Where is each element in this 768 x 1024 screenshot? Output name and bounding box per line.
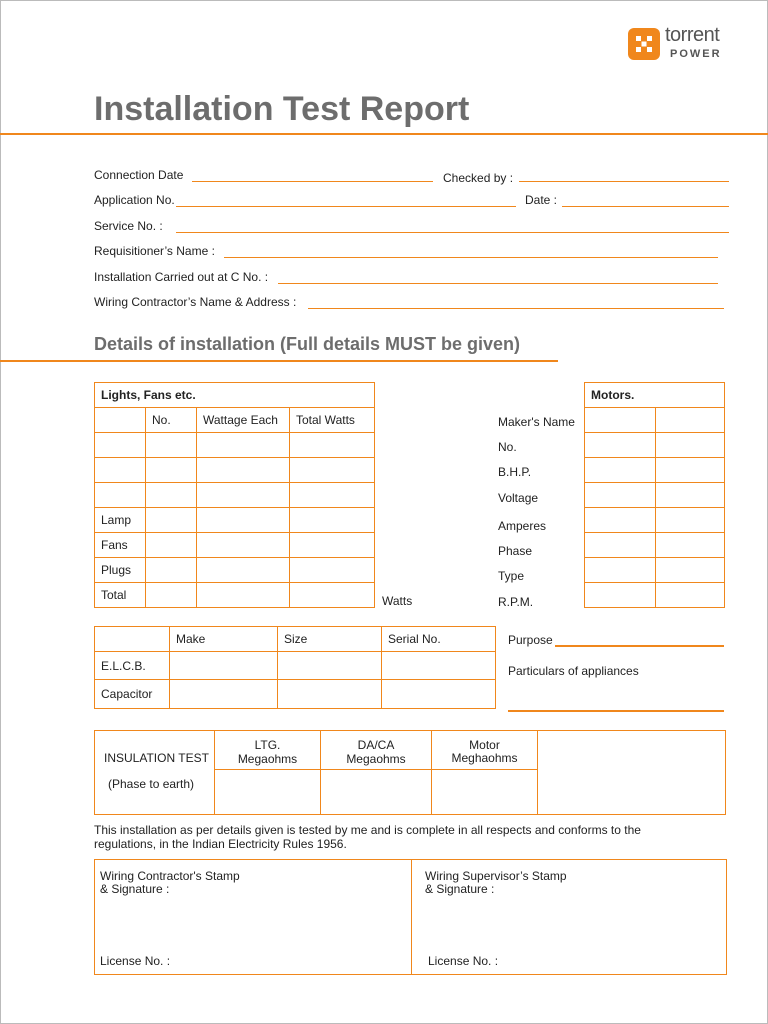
motor-row-label: Maker's Name bbox=[498, 415, 575, 429]
motor-cell[interactable] bbox=[585, 558, 656, 583]
contractor-stamp-label: Wiring Contractor's Stamp bbox=[100, 869, 240, 883]
service-no-field[interactable] bbox=[176, 232, 729, 233]
insulation-label: INSULATION TEST bbox=[104, 751, 209, 765]
daca-input[interactable] bbox=[322, 771, 430, 812]
elcb-cell[interactable] bbox=[170, 652, 278, 680]
brand-name: torrent bbox=[665, 24, 720, 46]
motor-row-label: B.H.P. bbox=[498, 465, 532, 479]
lights-col-blank bbox=[95, 408, 146, 433]
motor-cell[interactable] bbox=[656, 533, 725, 558]
wiring-contractor-label: Wiring Contractor’s Name & Address : bbox=[94, 295, 297, 309]
motor-row-label: Phase bbox=[498, 544, 533, 558]
motors-table bbox=[584, 382, 725, 608]
application-no-label: Application No. bbox=[94, 193, 175, 207]
application-no-field[interactable] bbox=[176, 206, 516, 207]
date-label: Date : bbox=[525, 193, 558, 207]
motor-input[interactable] bbox=[433, 771, 536, 812]
motor-cell[interactable] bbox=[656, 408, 725, 433]
motor-header: Motor bbox=[469, 738, 500, 752]
lights-row-label bbox=[95, 433, 146, 458]
lights-table bbox=[94, 382, 375, 608]
elcb-header-serial: Serial No. bbox=[382, 627, 496, 652]
requisitioner-label: Requisitioner’s Name : bbox=[94, 244, 215, 258]
motor-unit: Meghaohms bbox=[451, 751, 518, 765]
elcb-table bbox=[94, 626, 496, 709]
lights-row-label bbox=[95, 458, 146, 483]
lights-cell[interactable] bbox=[197, 458, 290, 483]
installation-at-label: Installation Carried out at C No. : bbox=[94, 270, 269, 284]
wiring-contractor-field[interactable] bbox=[308, 308, 724, 309]
lights-cell[interactable] bbox=[290, 533, 375, 558]
lights-cell[interactable] bbox=[290, 458, 375, 483]
lights-row-label: Plugs bbox=[95, 558, 146, 583]
daca-header: DA/CA bbox=[357, 738, 395, 752]
brand-sub: POWER bbox=[670, 48, 722, 60]
motor-row-label: No. bbox=[498, 440, 517, 454]
torrent-logo-icon bbox=[628, 28, 660, 60]
details-divider bbox=[0, 360, 558, 362]
watts-label: Watts bbox=[382, 594, 413, 608]
supervisor-license-label: License No. : bbox=[428, 954, 499, 968]
service-no-label: Service No. : bbox=[94, 219, 163, 233]
motor-cell[interactable] bbox=[585, 533, 656, 558]
date-field[interactable] bbox=[562, 206, 729, 207]
elcb-header-size: Size bbox=[278, 627, 382, 652]
checked-by-label: Checked by : bbox=[443, 171, 514, 185]
lights-row-label: Fans bbox=[95, 533, 146, 558]
elcb-cell[interactable] bbox=[278, 652, 382, 680]
lights-cell[interactable] bbox=[146, 558, 197, 583]
appliances-field[interactable] bbox=[508, 710, 724, 712]
motor-cell[interactable] bbox=[585, 408, 656, 433]
lights-cell[interactable] bbox=[146, 583, 197, 608]
motor-cell[interactable] bbox=[656, 508, 725, 533]
motors-title: Motors. bbox=[585, 383, 725, 408]
lights-row-label: Lamp bbox=[95, 508, 146, 533]
motor-cell[interactable] bbox=[656, 583, 725, 608]
lights-header-wattage: Wattage Each bbox=[197, 408, 290, 433]
ltg-input[interactable] bbox=[216, 771, 319, 812]
elcb-cell[interactable] bbox=[382, 680, 496, 709]
elcb-cell[interactable] bbox=[170, 680, 278, 709]
lights-header-no: No. bbox=[146, 408, 197, 433]
lights-title: Lights, Fans etc. bbox=[95, 383, 375, 408]
elcb-col-blank bbox=[95, 627, 170, 652]
contractor-signature-label: & Signature : bbox=[100, 882, 170, 896]
elcb-row-label: Capacitor bbox=[95, 680, 170, 709]
purpose-field[interactable] bbox=[555, 645, 724, 647]
lights-cell[interactable] bbox=[197, 508, 290, 533]
lights-row-label bbox=[95, 483, 146, 508]
lights-cell[interactable] bbox=[290, 433, 375, 458]
motor-row-label: R.P.M. bbox=[498, 595, 534, 609]
lights-cell[interactable] bbox=[146, 433, 197, 458]
motor-cell[interactable] bbox=[585, 508, 656, 533]
motor-cell[interactable] bbox=[585, 458, 656, 483]
motor-cell[interactable] bbox=[585, 483, 656, 508]
lights-cell[interactable] bbox=[146, 458, 197, 483]
insulation-sub: (Phase to earth) bbox=[108, 777, 195, 791]
motor-cell[interactable] bbox=[585, 583, 656, 608]
lights-cell[interactable] bbox=[146, 483, 197, 508]
lights-cell[interactable] bbox=[146, 533, 197, 558]
checked-by-field[interactable] bbox=[519, 181, 729, 182]
motor-cell[interactable] bbox=[656, 558, 725, 583]
lights-header-total: Total Watts bbox=[290, 408, 375, 433]
motor-row-label: Voltage bbox=[498, 491, 539, 505]
motor-cell[interactable] bbox=[585, 433, 656, 458]
lights-cell[interactable] bbox=[197, 433, 290, 458]
daca-unit: Megaohms bbox=[346, 752, 406, 766]
lights-cell[interactable] bbox=[290, 558, 375, 583]
lights-cell[interactable] bbox=[146, 508, 197, 533]
ltg-header: LTG. bbox=[254, 738, 281, 752]
requisitioner-field[interactable] bbox=[224, 257, 718, 258]
lights-cell[interactable] bbox=[290, 583, 375, 608]
lights-cell[interactable] bbox=[290, 508, 375, 533]
lights-cell[interactable] bbox=[197, 483, 290, 508]
motor-row-label: Amperes bbox=[498, 519, 547, 533]
ltg-unit: Megaohms bbox=[237, 752, 298, 766]
lights-row-label: Total bbox=[95, 583, 146, 608]
installation-at-field[interactable] bbox=[278, 283, 718, 284]
signature-divider bbox=[411, 859, 412, 974]
motor-cell[interactable] bbox=[656, 433, 725, 458]
insulation-vline-4 bbox=[537, 730, 538, 814]
details-heading: Details of installation (Full details MUST be given) bbox=[94, 334, 521, 354]
elcb-cell[interactable] bbox=[382, 652, 496, 680]
lights-cell[interactable] bbox=[197, 583, 290, 608]
page-title: Installation Test Report bbox=[94, 90, 470, 128]
insulation-hline bbox=[214, 769, 538, 770]
supervisor-signature-label: & Signature : bbox=[425, 882, 495, 896]
connection-date-field[interactable] bbox=[192, 181, 433, 182]
motor-cell[interactable] bbox=[656, 458, 725, 483]
elcb-row-label: E.L.C.B. bbox=[95, 652, 170, 680]
declaration-text: This installation as per details given is tested by me and is complete in all respects and conforms to the regulations, in the Indian Electricity Rules 1956. bbox=[94, 823, 641, 851]
contractor-license-label: License No. : bbox=[100, 954, 171, 968]
motor-cell[interactable] bbox=[656, 483, 725, 508]
lights-cell[interactable] bbox=[290, 483, 375, 508]
supervisor-stamp-label: Wiring Supervisor’s Stamp bbox=[425, 869, 567, 883]
lights-cell[interactable] bbox=[197, 533, 290, 558]
lights-cell[interactable] bbox=[197, 558, 290, 583]
connection-date-label: Connection Date bbox=[94, 168, 184, 182]
title-divider bbox=[0, 133, 768, 135]
purpose-label: Purpose bbox=[508, 633, 553, 647]
elcb-header-make: Make bbox=[170, 627, 278, 652]
appliances-label: Particulars of appliances bbox=[508, 664, 639, 678]
motor-row-label: Type bbox=[498, 569, 525, 583]
elcb-cell[interactable] bbox=[278, 680, 382, 709]
